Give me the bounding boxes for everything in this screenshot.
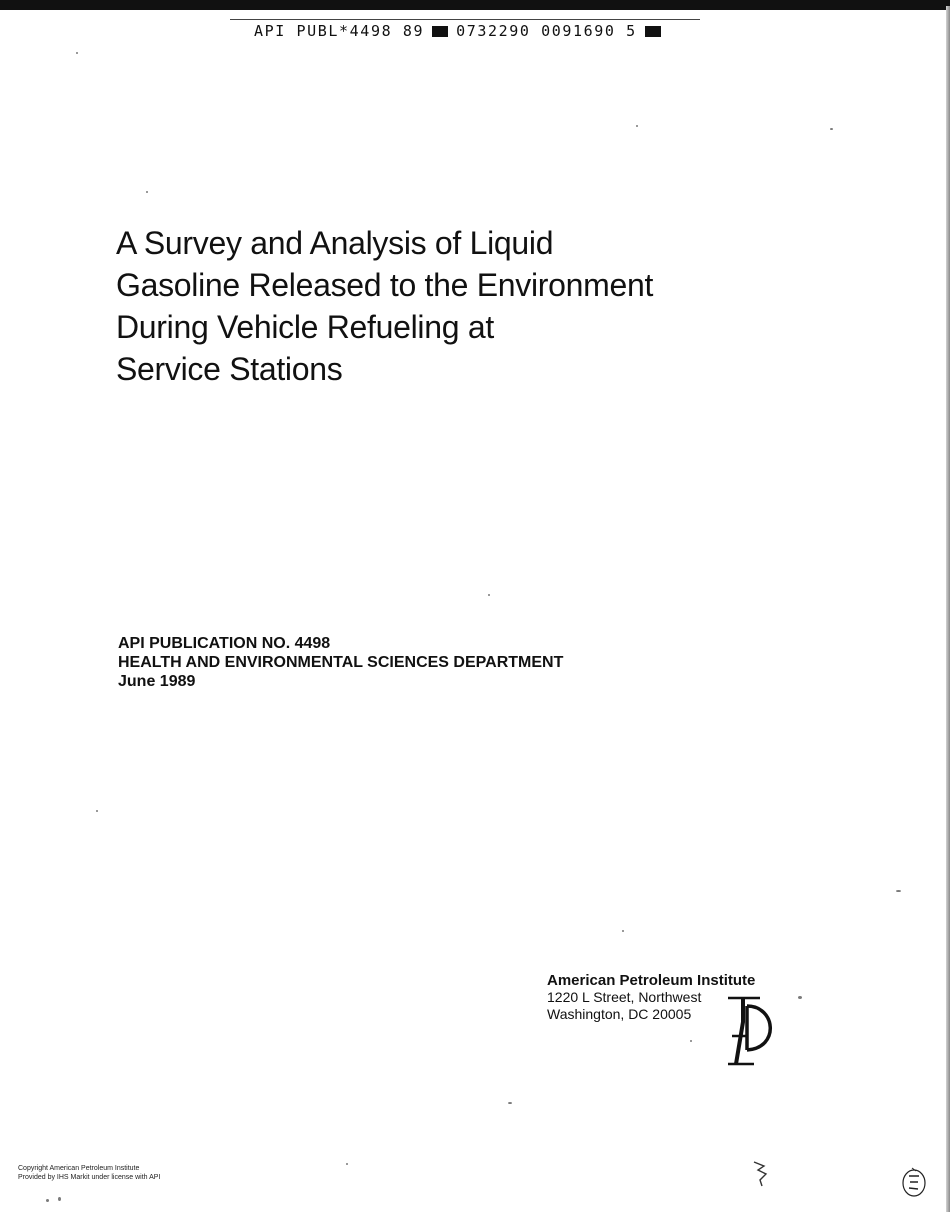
copyright-line: Copyright American Petroleum Institute <box>18 1165 140 1172</box>
scan-right-edge <box>946 6 950 1212</box>
scan-speck <box>830 128 833 130</box>
api-logo-icon <box>724 992 782 1070</box>
scan-speck <box>622 930 624 932</box>
publisher-street: 1220 L Street, Northwest <box>547 989 702 1005</box>
publication-department: HEALTH AND ENVIRONMENTAL SCIENCES DEPARTMENT <box>118 654 564 671</box>
document-title <box>116 222 876 390</box>
title-line: Gasoline Released to the Environment <box>116 267 654 303</box>
publication-info <box>118 634 563 691</box>
scan-speck <box>46 1199 49 1202</box>
stamp-mark-icon <box>898 1164 930 1200</box>
publication-date: June 1989 <box>118 673 196 690</box>
scan-header-code <box>254 22 661 40</box>
scan-speck <box>636 125 638 127</box>
scan-scribble-icon <box>750 1158 774 1188</box>
scan-speck <box>146 191 148 193</box>
title-line: During Vehicle Refueling at <box>116 309 494 345</box>
scan-header-code-right: 0732290 0091690 5 <box>456 22 637 40</box>
scan-speck <box>488 594 490 596</box>
copyright-footer <box>18 1164 160 1182</box>
scan-speck <box>76 52 78 54</box>
scan-speck <box>798 996 802 999</box>
publisher-name: American Petroleum Institute <box>547 972 756 989</box>
scan-header-rule <box>230 19 700 20</box>
title-line: A Survey and Analysis of Liquid <box>116 225 554 261</box>
scan-header-code-left: API PUBL*4498 89 <box>254 22 425 40</box>
scan-speck <box>346 1163 348 1165</box>
publication-number: API PUBLICATION NO. 4498 <box>118 635 331 652</box>
scan-speck <box>58 1197 61 1201</box>
black-block-icon <box>432 26 448 37</box>
scan-speck <box>508 1102 512 1104</box>
scan-top-border <box>0 0 950 10</box>
black-block-icon <box>645 26 661 37</box>
publisher-city: Washington, DC 20005 <box>547 1006 692 1022</box>
license-line: Provided by IHS Markit under license with API <box>18 1174 161 1181</box>
title-line: Service Stations <box>116 351 343 387</box>
scan-speck <box>896 890 901 892</box>
scan-speck <box>690 1040 692 1042</box>
scan-speck <box>96 810 98 812</box>
